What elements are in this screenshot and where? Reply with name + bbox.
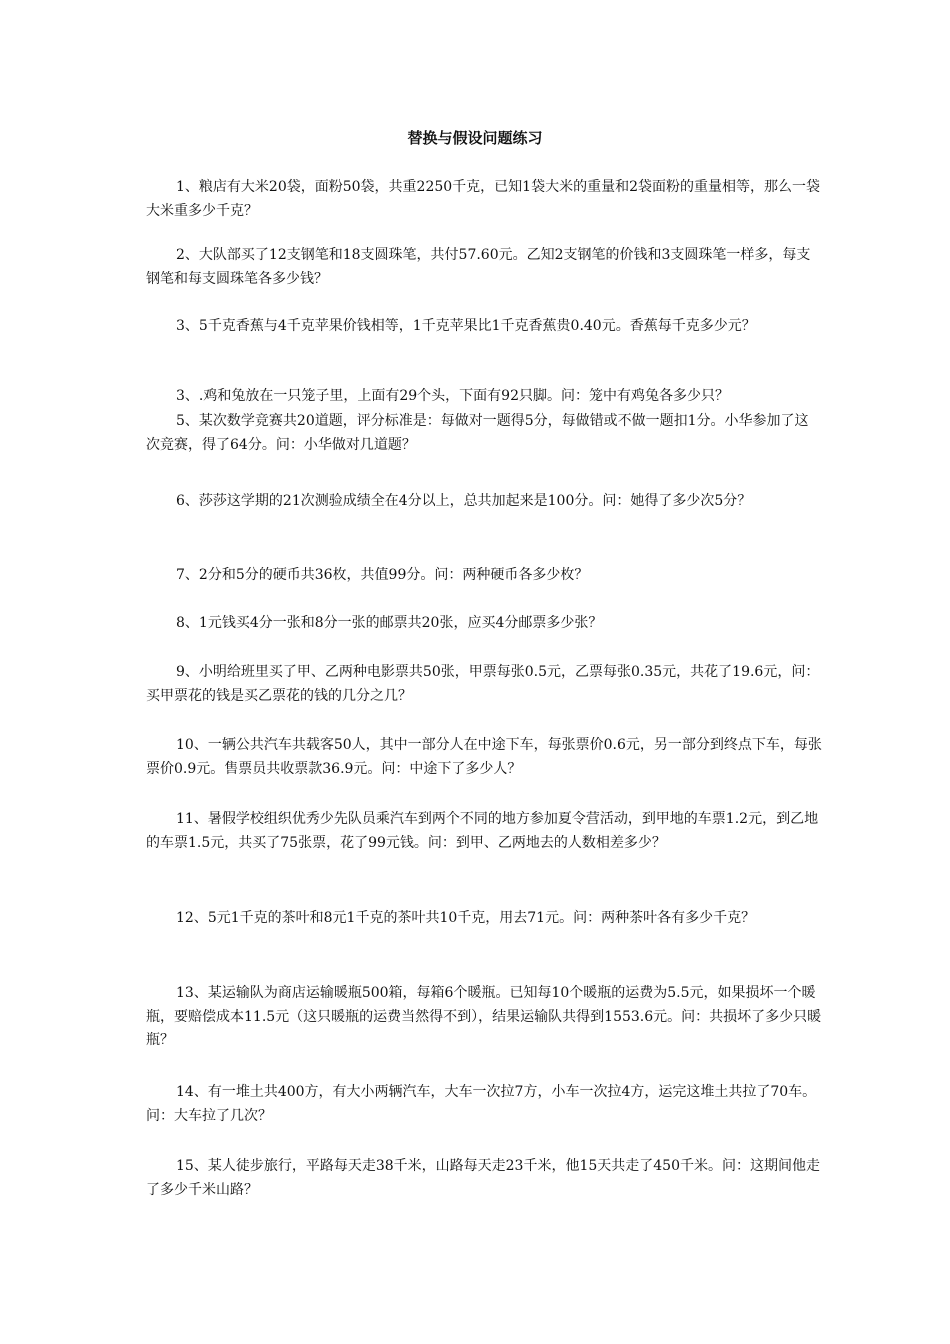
problem-2: 2、大队部买了12支钢笔和18支圆珠笔，共付57.60元。乙知2支钢笔的价钱和3支圆珠笔一样多，每支钢笔和每支圆珠笔各多少钱？ — [146, 247, 811, 287]
problem-6: 6、莎莎这学期的21次测验成绩全在4分以上，总共加起来是100分。问：她得了多少次5分？ — [176, 493, 752, 509]
problem-5: 5、某次数学竞赛共20道题，评分标准是：每做对一题得5分，每做错或不做一题扣1分。小华参加了这次竞赛，得了64分。问：小华做对几道题？ — [146, 413, 809, 453]
problem-11: 11、暑假学校组织优秀少先队员乘汽车到两个不同的地方参加夏令营活动，到甲地的车票1.2元，到乙地的车票1.5元，共买了75张票，花了99元钱。问：到甲、乙两地去的人数相差多少？ — [146, 811, 819, 851]
problem-9: 9、小明给班里买了甲、乙两种电影票共50张，甲票每张0.5元，乙票每张0.35元，共花了19.6元，问：买甲票花的钱是买乙票花的钱的几分之几？ — [146, 664, 820, 704]
problem-7: 7、2分和5分的硬币共36枚，共值99分。问：两种硬币各多少枚？ — [176, 567, 589, 583]
problem-8: 8、1元钱买4分一张和8分一张的邮票共20张，应买4分邮票多少张？ — [176, 615, 603, 631]
problem-13: 13、某运输队为商店运输暖瓶500箱，每箱6个暖瓶。已知每10个暖瓶的运费为5.5元，如果损坏一个暖瓶，要赔偿成本11.5元（这只暖瓶的运费当然得不到），结果运输队共得到1553.6元。问：共损坏了多少只暖瓶？ — [146, 985, 822, 1048]
problem-12: 12、5元1千克的茶叶和8元1千克的茶叶共10千克，用去71元。问：两种茶叶各有多少千克？ — [176, 910, 756, 926]
problem-14: 14、有一堆土共400方，有大小两辆汽车，大车一次拉7方，小车一次拉4方，运完这堆土共拉了70车。问：大车拉了几次？ — [146, 1084, 817, 1124]
page-title: 替换与假设问题练习 — [407, 129, 543, 147]
problem-10: 10、一辆公共汽车共载客50人，其中一部分人在中途下车，每张票价0.6元，另一部分到终点下车，每张票价0.9元。售票员共收票款36.9元。问：中途下了多少人？ — [146, 737, 822, 777]
problem-15: 15、某人徒步旅行，平路每天走38千米，山路每天走23千米，他15天共走了450千米。问：这期间他走了多少千米山路？ — [146, 1158, 820, 1198]
problem-3: 3、5千克香蕉与4千克苹果价钱相等，1千克苹果比1千克香蕉贵0.40元。香蕉每千克多少元？ — [176, 318, 756, 334]
problem-1: 1、粮店有大米20袋，面粉50袋，共重2250千克，已知1袋大米的重量和2袋面粉的重量相等，那么一袋大米重多少千克？ — [146, 179, 820, 219]
problem-4: 3、.鸡和兔放在一只笼子里，上面有29个头，下面有92只脚。问：笼中有鸡兔各多少只？ — [176, 388, 729, 404]
